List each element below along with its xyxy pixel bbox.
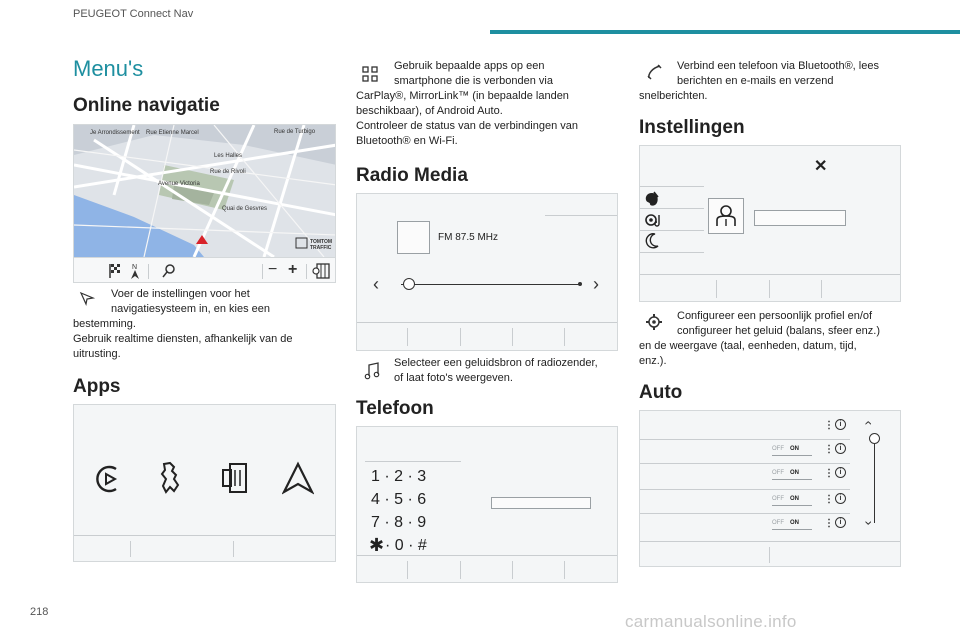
on-off-toggle[interactable] <box>772 519 812 530</box>
info-icon[interactable]: i <box>835 517 846 528</box>
page-title: Menu's <box>73 56 144 81</box>
page-number: 218 <box>30 606 49 618</box>
palette-icon[interactable] <box>644 191 660 207</box>
on-off-toggle[interactable] <box>772 495 812 506</box>
peugeot-lion-icon[interactable] <box>156 461 184 495</box>
section-heading-instellingen: Instellingen <box>639 117 745 138</box>
map-label: Rue Etienne Marcel <box>146 130 199 136</box>
info-icon[interactable]: i <box>835 493 846 504</box>
apps-description: Gebruik bepaalde apps op een smartphone die is verbonden via CarPlay®, MirrorLink™ (in bepaalde landen beschikbaar), of Android Auto. Controleer de status van de verbindingen van Bluetooth® en Wi-Fi. <box>356 60 578 147</box>
toggle-off-label: OFF <box>772 520 784 526</box>
toggle-off-label: OFF <box>772 496 784 502</box>
navigation-screen-panel <box>73 124 336 283</box>
instellingen-screen-panel <box>639 145 901 302</box>
traffic-label: TOMTOM <box>310 239 333 245</box>
radio-screen-panel <box>356 193 618 351</box>
map-label: Avenue Victoria <box>158 181 200 187</box>
map-label: Je Arrondissement <box>90 130 140 136</box>
on-off-toggle[interactable] <box>772 469 812 480</box>
scrollbar-track[interactable] <box>874 439 875 523</box>
more-options-icon[interactable]: ⋮ <box>824 518 834 529</box>
watermark: carmanualsonline.info <box>625 612 797 631</box>
search-icon[interactable] <box>162 264 176 278</box>
toggle-on-label: ON <box>790 446 799 452</box>
zoom-in-icon[interactable]: + <box>288 261 298 278</box>
asterisk-key[interactable]: ✱ <box>369 535 385 555</box>
north-compass-icon[interactable] <box>129 262 141 280</box>
apps-screen-panel <box>73 404 336 562</box>
map-settings-icon[interactable] <box>312 263 330 279</box>
scroll-down-icon[interactable]: › <box>861 520 878 526</box>
auto-screen-panel <box>639 410 901 567</box>
info-icon[interactable]: i <box>835 467 846 478</box>
online-navigatie-description: Voer de instellingen voor het navigatiesysteem in, en kies een bestemming. Gebruik realtime diensten, afhankelijk van de uitrusting. <box>73 288 293 360</box>
info-icon[interactable]: i <box>835 419 846 430</box>
telefoon-screen-panel <box>356 426 618 583</box>
keypad-row[interactable]: · 0 · # <box>385 537 427 554</box>
instellingen-description: Configureer een persoonlijk profiel en/of configureer het geluid (balans, sfeer enz.) en de weergave (taal, eenheden, datum, tijd, enz.). <box>639 310 881 367</box>
section-heading-auto: Auto <box>639 382 683 403</box>
more-options-icon[interactable]: ⋮ <box>824 420 834 431</box>
svg-text:N: N <box>132 264 138 271</box>
station-artwork <box>397 221 430 254</box>
toggle-on-label: ON <box>790 496 799 502</box>
night-mode-icon[interactable] <box>645 233 659 249</box>
toggle-off-label: OFF <box>772 446 784 452</box>
more-options-icon[interactable]: ⋮ <box>824 494 834 505</box>
header-brand: PEUGEOT Connect Nav <box>73 8 194 20</box>
profile-name-field[interactable] <box>754 210 846 226</box>
profile-icon <box>709 199 743 233</box>
mirrorlink-icon[interactable] <box>220 461 252 495</box>
phone-keypad[interactable] <box>371 465 427 557</box>
more-options-icon[interactable]: ⋮ <box>824 444 834 455</box>
info-icon[interactable]: i <box>835 443 846 454</box>
section-heading-apps: Apps <box>73 376 121 397</box>
traffic-label: TRAFFIC <box>310 245 332 251</box>
destination-flag-icon[interactable] <box>108 263 122 279</box>
scroll-up-icon[interactable]: ‹ <box>861 420 878 426</box>
more-options-icon[interactable]: ⋮ <box>824 468 834 479</box>
number-display-field[interactable] <box>491 497 591 509</box>
navigation-map <box>74 125 336 257</box>
frequency-slider-handle[interactable] <box>403 278 415 290</box>
keypad-row[interactable]: 4 · 5 · 6 <box>371 491 427 508</box>
map-label: Les Halles <box>214 153 243 159</box>
close-icon[interactable]: ✕ <box>814 158 828 175</box>
section-heading-radio-media: Radio Media <box>356 165 468 186</box>
nav-toolbar <box>74 257 336 283</box>
toggle-on-label: ON <box>790 470 799 476</box>
telefoon-description: Verbind een telefoon via Bluetooth®, lees berichten en e-mails en verzend snelberichten. <box>639 60 879 102</box>
scrollbar-handle[interactable] <box>869 433 880 444</box>
keypad-row[interactable]: 1 · 2 · 3 <box>371 468 427 485</box>
carplay-icon[interactable] <box>94 463 124 495</box>
on-off-toggle[interactable] <box>772 445 812 456</box>
toggle-on-label: ON <box>790 520 799 526</box>
radio-station-frequency: FM 87.5 MHz <box>438 232 499 243</box>
android-auto-icon[interactable] <box>282 461 314 495</box>
section-heading-online-navigatie: Online navigatie <box>73 95 220 116</box>
previous-station-icon[interactable]: ‹ <box>373 274 379 294</box>
frequency-slider-track[interactable] <box>401 284 581 285</box>
map-label: Quai de Gesvres <box>222 206 268 212</box>
keypad-row[interactable]: 7 · 8 · 9 <box>371 514 427 531</box>
map-label: Rue de Rivoli <box>210 169 246 175</box>
sound-settings-icon[interactable] <box>643 211 665 229</box>
zoom-out-icon[interactable]: − <box>268 261 278 278</box>
toggle-off-label: OFF <box>772 470 784 476</box>
radio-media-description: Selecteer een geluidsbron of radiozender, of laat foto's weergeven. <box>394 357 598 384</box>
section-heading-telefoon: Telefoon <box>356 398 434 419</box>
map-label: Rue de Turbigo <box>274 129 316 135</box>
header-accent-bar <box>490 30 960 34</box>
profile-avatar-box[interactable] <box>708 198 744 234</box>
next-station-icon[interactable]: › <box>593 274 599 294</box>
